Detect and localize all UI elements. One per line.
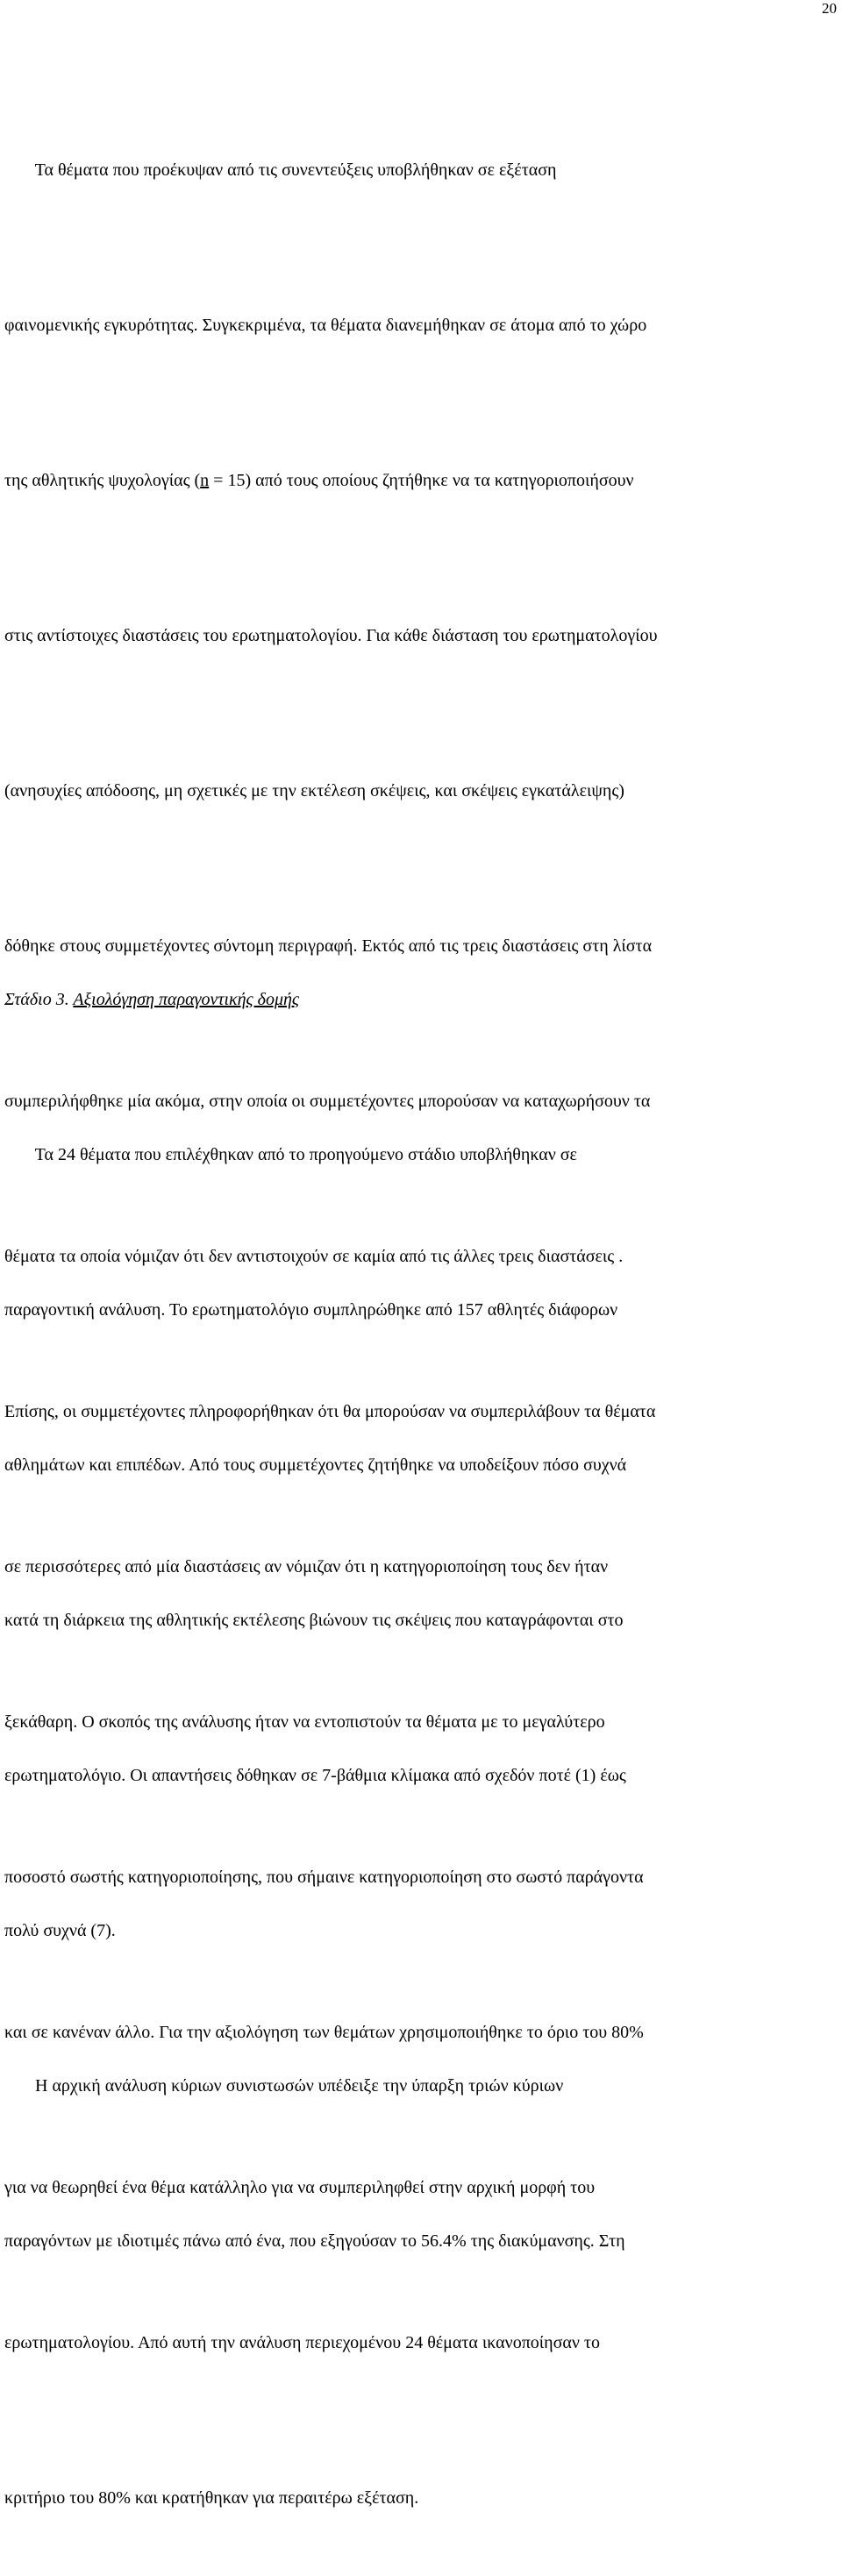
section-heading-label: Στάδιο 3. <box>4 990 69 1009</box>
text-line: ερωτηματολογίου. Από αυτή την ανάλυση περιεχομένου 24 θέματα ικανοποίησαν το <box>4 2333 600 2352</box>
text-line: ερωτηματολόγιο. Οι απαντήσεις δόθηκαν σε 7-βάθμια κλίμακα από σχεδόν ποτέ (1) έως <box>4 1766 626 1785</box>
text-line: αθλημάτων και επιπέδων. Από τους συμμετέχοντες ζητήθηκε να υποδείξουν πόσο συχνά <box>4 1455 627 1475</box>
text-line: παραγόντων με ιδιοτιμές πάνω από ένα, που εξηγούσαν το 56.4% της διακύμανσης. Στη <box>4 2231 625 2251</box>
text-line: κατά τη διάρκεια της αθλητικής εκτέλεσης βιώνουν τις σκέψεις που καταγράφονται στο <box>4 1611 624 1630</box>
text-line-with-symbol <box>4 455 838 507</box>
text-line: για να θεωρηθεί ένα θέμα κατάλληλο για να συμπεριληφθεί στην αρχική μορφή του <box>4 2178 596 2197</box>
text-line: (ανησυχίες απόδοσης, μη σχετικές με την εκτέλεση σκέψεις, και σκέψεις εγκατάλειψης) <box>4 781 624 801</box>
text-line: πολύ συχνά (7). <box>4 1921 116 1940</box>
section-heading-title: Αξιολόγηση παραγοντικής δομής <box>73 990 300 1009</box>
text-line: Επίσης, οι συμμετέχοντες πληροφορήθηκαν ότι θα μπορούσαν να συμπεριλάβουν τα θέματα <box>4 1402 656 1421</box>
text-line: Τα 24 θέματα που επιλέχθηκαν από το προηγούμενο στάδιο υποβλήθηκαν σε <box>4 1145 577 1164</box>
page-number: 20 <box>822 0 837 17</box>
text-line: κριτήριο του 80% και κρατήθηκαν για περαιτέρω εξέταση. <box>4 2488 419 2508</box>
text-line: ποσοστό σωστής κατηγοριοποίησης, που σήμαινε κατηγοριοποίηση στο σωστό παράγοντα <box>4 1868 644 1887</box>
text-line: θέματα τα οποία νόμιζαν ότι δεν αντιστοιχούν σε καμία από τις άλλες τρεις διαστάσεις . <box>4 1247 624 1266</box>
text-line: ξεκάθαρη. Ο σκοπός της ανάλυσης ήταν να εντοπιστούν τα θέματα με το μεγαλύτερο <box>4 1712 605 1732</box>
text-segment: της αθλητικής ψυχολογίας ( <box>4 471 201 490</box>
text-line: στις αντίστοιχες διαστάσεις του ερωτηματολογίου. Για κάθε διάσταση του ερωτηματολογίου <box>4 626 658 645</box>
text-line: Η αρχική ανάλυση κύριων συνιστωσών υπέδειξε την ύπαρξη τριών κύριων <box>4 2076 564 2096</box>
text-line: Τα θέματα που προέκυψαν από τις συνεντεύξεις υποβλήθηκαν σε εξέταση <box>4 160 557 180</box>
text-line: δόθηκε στους συμμετέχοντες σύντομη περιγραφή. Εκτός από τις τρεις διαστάσεις στη λίστα <box>4 936 653 956</box>
section-heading <box>4 974 838 1026</box>
text-line: συμπεριλήφθηκε μία ακόμα, στην οποία οι συμμετέχοντες μπορούσαν να καταχωρήσουν τα <box>4 1092 651 1111</box>
text-line: φαινομενικής εγκυρότητας. Συγκεκριμένα, τα θέματα διανεμήθηκαν σε άτομα από το χώρο <box>4 316 647 335</box>
text-segment: = 15) από τους οποίους ζητήθηκε να τα κατηγοριοποιήσουν <box>213 471 634 490</box>
text-line: σε περισσότερες από μία διαστάσεις αν νόμιζαν ότι η κατηγοριοποίηση τους δεν ήταν <box>4 1557 609 1576</box>
text-line: παραγοντική ανάλυση. Το ερωτηματολόγιο συμπληρώθηκε από 157 αθλητές διάφορων <box>4 1300 618 1320</box>
sample-size-symbol: n <box>200 471 210 490</box>
section-block <box>4 871 838 2319</box>
text-line: και σε κανέναν άλλο. Για την αξιολόγηση των θεμάτων χρησιμοποιήθηκε το όριο του 80% <box>4 2023 644 2042</box>
